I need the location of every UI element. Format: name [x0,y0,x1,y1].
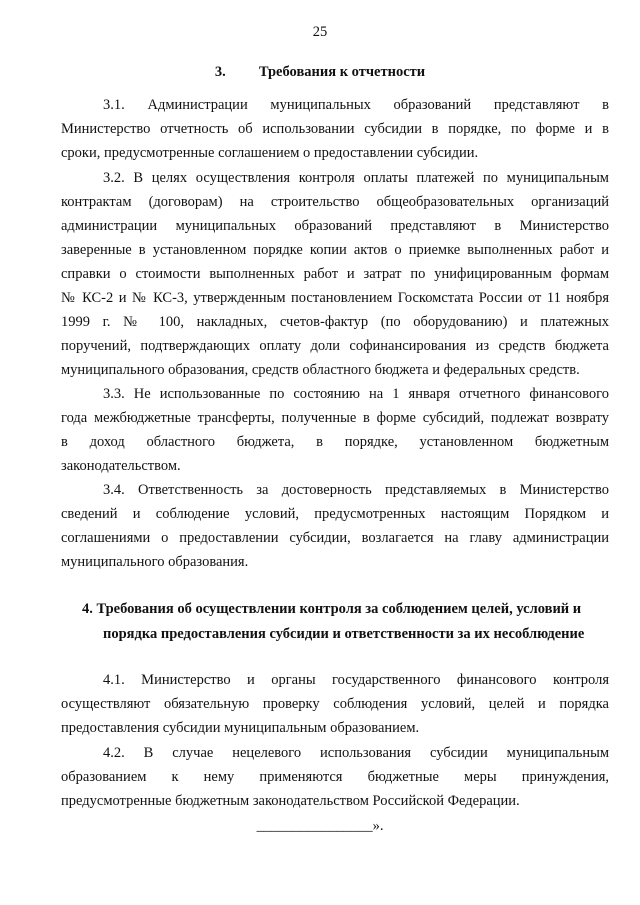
section-3-number: 3. [214,64,226,80]
paragraph-3-2-line-6: № КС-2 и № КС-3, утвержденным постановлением Госкомстата России от 11 ноября [61,290,609,306]
paragraph-3-3-line-3: в доход областного бюджета, в порядке, установленном бюджетным [61,434,609,450]
paragraph-3-2-line-9: муниципального образования, средств областного бюджета и федеральных средств. [61,362,580,378]
paragraph-3-2-line-5: справки о стоимости выполненных работ и затрат по унифицированным формам [61,266,609,282]
paragraph-3-2-line-3: администрации муниципальных образований представляют в Министерство [61,218,609,234]
page-number: 25 [312,24,328,40]
paragraph-4-1-line-2: осуществляют обязательную проверку соблюдения условий, целей и порядка [61,696,609,712]
paragraph-3-2-line-2: контрактам (договорам) на строительство общеобразовательных организаций [61,194,609,210]
section-3-title: Требования к отчетности [258,64,426,80]
paragraph-3-2-line-8: поручений, подтверждающих оплату доли софинансирования из средств бюджета [61,338,609,354]
paragraph-3-4-line-1: 3.4. Ответственность за достоверность представляемых в Министерство [103,482,609,498]
paragraph-3-4-line-2: сведений и соблюдение условий, предусмотренных настоящим Порядком и [61,506,609,522]
paragraph-4-2-line-1: 4.2. В случае нецелевого использования субсидии муниципальным [103,745,609,761]
paragraph-3-3-line-4: законодательством. [61,458,181,474]
paragraph-3-2-line-7: 1999 г. № 100, накладных, счетов-фактур (по оборудованию) и платежных [61,314,609,330]
paragraph-4-2-line-3: предусмотренные бюджетным законодательством Российской Федерации. [61,793,520,809]
paragraph-3-1-line-2: Министерство отчетность об использовании субсидии в порядке, по форме и в [61,121,609,137]
paragraph-4-1-line-3: предоставления субсидии муниципальным образованием. [61,720,420,736]
section-4-heading-line-1: 4. Требования об осуществлении контроля за соблюдением целей, условий и [82,601,582,617]
paragraph-4-2-line-2: образованием к нему применяются бюджетные меры принуждения, [61,769,609,785]
paragraph-3-3-line-1: 3.3. Не использованные по состоянию на 1 января отчетного финансового [103,386,609,402]
section-4-heading-line-2: порядка предоставления субсидии и ответственности за их несоблюдение [103,626,585,642]
paragraph-3-1-line-1: 3.1. Администрации муниципальных образований представляют в [103,97,609,113]
paragraph-3-2-line-1: 3.2. В целях осуществления контроля оплаты платежей по муниципальным [103,170,609,186]
section-3-heading [0,64,640,81]
paragraph-3-3-line-2: года межбюджетные трансферты, полученные в форме субсидий, подлежат возврату [61,410,609,426]
paragraph-3-4-line-3: соглашениями о предоставлении субсидии, возлагается на главу администрации [61,530,609,546]
paragraph-4-1-line-1: 4.1. Министерство и органы государственного финансового контроля [103,672,609,688]
paragraph-3-2-line-4: заверенные в установленном порядке копии актов о приемке выполненных работ и [61,242,609,258]
paragraph-3-1-line-3: сроки, предусмотренные соглашением о предоставлении субсидии. [61,145,479,161]
paragraph-3-4-line-4: муниципального образования. [61,554,249,570]
closing-line: ________________». [256,818,384,834]
